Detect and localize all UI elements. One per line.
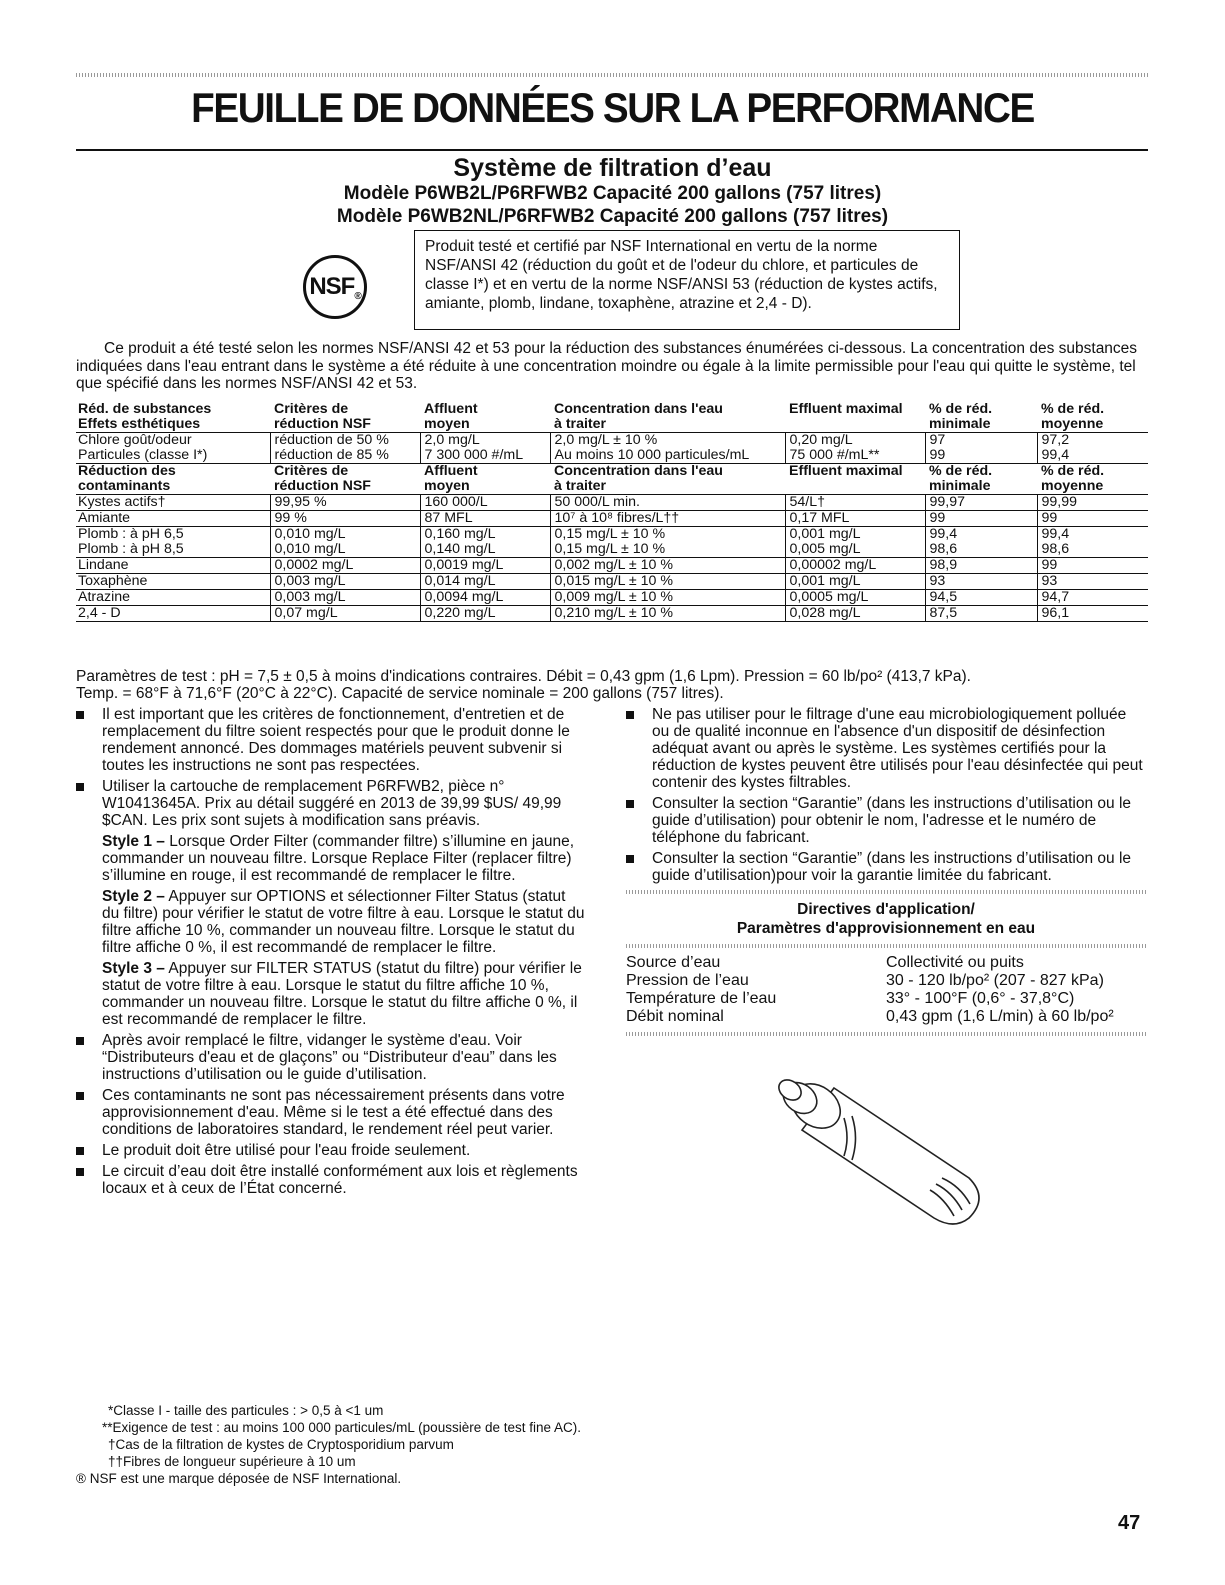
bullet-flush-system: Après avoir remplacé le filtre, vidanger le système d'eau. Voir “Distributeurs d'eau et de glaçons” ou “Distributeur d'eau” dans les instructions d’utilisation ou le guide d’utilisation. bbox=[76, 1032, 586, 1083]
test-parameters-line-1: Paramètres de test : pH = 7,5 ± 0,5 à moins d'indications contraires. Débit = 0,43 gpm (1,6 Lpm). Pression = 60 lb/po² (413,7 kPa). bbox=[76, 668, 971, 685]
table-header-cell bbox=[1037, 464, 1148, 495]
system-heading: Système de filtration d’eau bbox=[453, 154, 772, 182]
footnote-fibers: ††Fibres de longueur supérieure à 10 um bbox=[108, 1454, 356, 1469]
style-1-instructions bbox=[76, 833, 586, 884]
directives-table bbox=[626, 954, 1146, 1026]
table-header-cell bbox=[785, 464, 925, 495]
header-line: Effets esthétiques bbox=[78, 416, 201, 432]
cell-line: 0,160 mg/L bbox=[424, 526, 496, 542]
cell-line: 2,0 mg/L ± 10 % bbox=[554, 432, 658, 448]
certification-box: Produit testé et certifié par NSF International en vertu de la norme NSF/ANSI 42 (réduction du goût et de l'odeur du chlore, et particules de classe I*) et en vertu de la norme NSF/ANSI 53 (réduction de kystes actifs, amiante, plomb, lindane, toxaphène, atrazine et 2,4 - D). bbox=[414, 230, 960, 330]
page-title: FEUILLE DE DONNÉES SUR LA PERFORMANCE bbox=[191, 84, 1034, 131]
cell-line: 75 000 #/mL** bbox=[789, 447, 880, 463]
cell-line: 160 000/L bbox=[424, 494, 488, 510]
cell-line: Amiante bbox=[78, 510, 131, 526]
cell-line: 0,001 mg/L bbox=[789, 526, 861, 542]
table-row bbox=[76, 558, 1148, 574]
intro-paragraph: Ce produit a été testé selon les normes NSF/ANSI 42 et 53 pour la réduction des substances énumérées ci-dessous. La concentration des substances indiquées dans l'eau entrant dans le système a été réduite à une concentration moindre ou égale à la limite permissible pour l'eau qui quitte le système, tel que spécifié dans les normes NSF/ANSI 42 et 53. bbox=[76, 340, 1138, 392]
table-cell bbox=[1037, 495, 1148, 511]
cell-line: 0,014 mg/L bbox=[424, 573, 496, 589]
table-cell bbox=[925, 574, 1037, 590]
table-cell bbox=[270, 527, 420, 558]
header-line: réduction NSF bbox=[274, 478, 371, 494]
table-cell bbox=[1037, 558, 1148, 574]
table-cell bbox=[550, 574, 785, 590]
directives-row bbox=[626, 1008, 1146, 1026]
header-line: moyenne bbox=[1041, 416, 1104, 432]
table-cell bbox=[785, 590, 925, 606]
header-line: % de réd. bbox=[1041, 402, 1105, 417]
header-line: Réduction des bbox=[78, 463, 176, 479]
cell-line: Chlore goût/odeur bbox=[78, 432, 192, 448]
bullet-maintenance: Il est important que les critères de fonctionnement, d'entretien et de remplacement du filtre soient respectés pour que le produit donne le rendement annoncé. Des dommages matériels peuvent subvenir si toutes les instructions ne sont pas respectées. bbox=[76, 706, 586, 774]
table-cell bbox=[550, 590, 785, 606]
cell-line: 99,4 bbox=[1041, 447, 1070, 463]
table-cell bbox=[925, 511, 1037, 527]
directive-label: Température de l’eau bbox=[626, 990, 777, 1007]
cell-line: 0,0019 mg/L bbox=[424, 557, 504, 573]
cell-line: Plomb : à pH 6,5 bbox=[78, 526, 184, 542]
table-cell bbox=[270, 590, 420, 606]
bullet-installation-laws: Le circuit d’eau doit être installé conformément aux lois et règlements locaux et à ceux de l’État concerné. bbox=[76, 1163, 586, 1197]
cell-line: Toxaphène bbox=[78, 573, 148, 589]
header-line: % de réd. bbox=[1041, 463, 1105, 479]
table-cell bbox=[420, 574, 550, 590]
table-cell bbox=[270, 511, 420, 527]
cell-line: 98,6 bbox=[1041, 541, 1070, 557]
table-cell bbox=[76, 433, 270, 464]
table-row bbox=[76, 511, 1148, 527]
cell-line: 0,00002 mg/L bbox=[789, 557, 877, 573]
table-cell bbox=[76, 574, 270, 590]
table-cell bbox=[925, 433, 1037, 464]
cell-line: 0,005 mg/L bbox=[789, 541, 861, 557]
directive-value: 0,43 gpm (1,6 L/min) à 60 lb/po² bbox=[886, 1008, 1114, 1025]
test-parameters-line-2: Temp. = 68°F à 71,6°F (20°C à 22°C). Capacité de service nominale = 200 gallons (757 litres). bbox=[76, 685, 724, 702]
table-header-cell bbox=[550, 464, 785, 495]
style-2-instructions bbox=[76, 888, 586, 956]
table-header-cell bbox=[270, 402, 420, 433]
table-cell bbox=[1037, 527, 1148, 558]
header-line bbox=[789, 479, 921, 494]
table-cell bbox=[925, 495, 1037, 511]
cell-line: 0,003 mg/L bbox=[274, 589, 346, 605]
table-cell bbox=[270, 495, 420, 511]
table-cell bbox=[76, 495, 270, 511]
cell-line: 0,028 mg/L bbox=[789, 605, 861, 621]
cell-line: 0,001 mg/L bbox=[789, 573, 861, 589]
model-line-2: Modèle P6WB2NL/P6RFWB2 Capacité 200 gallons (757 litres) bbox=[336, 206, 889, 227]
table-header-cell bbox=[785, 402, 925, 433]
table-cell bbox=[270, 606, 420, 622]
header-line: Critères de bbox=[274, 463, 349, 479]
footnote-test-requirement: **Exigence de test : au moins 100 000 particules/mL (poussière de test fine AC). bbox=[102, 1420, 582, 1435]
cell-line: 0,0094 mg/L bbox=[424, 589, 504, 605]
table-cell bbox=[925, 558, 1037, 574]
directive-label: Pression de l’eau bbox=[626, 972, 749, 989]
cell-line: 0,15 mg/L ± 10 % bbox=[554, 541, 666, 557]
directives-top-rule bbox=[626, 890, 1146, 894]
table-header-cell bbox=[420, 402, 550, 433]
header-line: Effluent maximal bbox=[789, 402, 903, 417]
table-cell bbox=[420, 558, 550, 574]
table-cell bbox=[420, 495, 550, 511]
table-header-cell bbox=[270, 464, 420, 495]
cell-line: 0,009 mg/L ± 10 % bbox=[554, 589, 673, 605]
cell-line: 2,4 - D bbox=[78, 605, 121, 621]
footnote-cysts: †Cas de la filtration de kystes de Cryptosporidium parvum bbox=[108, 1437, 454, 1452]
table-cell bbox=[785, 606, 925, 622]
table-cell bbox=[76, 511, 270, 527]
right-column bbox=[626, 706, 1146, 1042]
cell-line: 0,010 mg/L bbox=[274, 541, 346, 557]
table-cell bbox=[785, 511, 925, 527]
directives-title-1: Directives d'application/ bbox=[797, 901, 975, 918]
cell-line: 54/L† bbox=[789, 494, 826, 510]
header-line: moyenne bbox=[1041, 478, 1104, 494]
header-line: à traiter bbox=[554, 478, 607, 494]
table-header-cell bbox=[76, 402, 270, 433]
table-cell bbox=[420, 511, 550, 527]
header-line: moyen bbox=[424, 478, 470, 494]
header-line: minimale bbox=[929, 478, 991, 494]
directives-row bbox=[626, 990, 1146, 1008]
cell-line: 99 bbox=[929, 510, 946, 526]
bullet-replacement-cartridge: Utiliser la cartouche de remplacement P6RFWB2, pièce n° W10413645A. Prix au détail suggéré en 2013 de 39,99 $US/ 49,99 $CAN. Les prix sont sujets à modification sans préavis. bbox=[76, 778, 586, 829]
cell-line: 0,0005 mg/L bbox=[789, 589, 869, 605]
title-rule bbox=[76, 149, 1148, 151]
table-row bbox=[76, 495, 1148, 511]
table-row bbox=[76, 574, 1148, 590]
directive-label: Débit nominal bbox=[626, 1008, 724, 1025]
directive-value: 30 - 120 lb/po² (207 - 827 kPa) bbox=[886, 972, 1104, 989]
style-3-text: Appuyer sur FILTER STATUS (statut du filtre) pour vérifier le statut de votre filtre à eau. Lorsque le statut du filtre affiche 10 %, commander un nouveau filtre. Lorsque le statut du filtre affiche 0 %, il est recommandé de remplacer le filtre. bbox=[102, 960, 582, 1028]
style-3-instructions bbox=[76, 960, 586, 1028]
table-header-cell bbox=[925, 402, 1037, 433]
table-cell bbox=[550, 527, 785, 558]
directives-mid-rule bbox=[626, 944, 1146, 948]
header-line: Critères de bbox=[274, 402, 349, 417]
footnote-trademark: ® NSF est une marque déposée de NSF International. bbox=[76, 1471, 402, 1486]
table-cell bbox=[925, 606, 1037, 622]
cell-line: 2,0 mg/L bbox=[424, 432, 480, 448]
table-cell bbox=[925, 590, 1037, 606]
header-line: Réd. de substances bbox=[78, 402, 212, 417]
header-line: réduction NSF bbox=[274, 416, 371, 432]
style-1-label: Style 1 – bbox=[102, 833, 165, 850]
cell-line: 0,17 MFL bbox=[789, 510, 850, 526]
cell-line: 99 % bbox=[274, 510, 307, 526]
nsf-logo: NSF ® bbox=[303, 255, 367, 319]
directives-row bbox=[626, 972, 1146, 990]
cell-line: 7 300 000 #/mL bbox=[424, 447, 524, 463]
table-cell bbox=[550, 606, 785, 622]
cell-line: 0,010 mg/L bbox=[274, 526, 346, 542]
table-header-row bbox=[76, 402, 1148, 433]
header-line: Effluent maximal bbox=[789, 463, 903, 479]
directive-label: Source d’eau bbox=[626, 954, 721, 971]
table-cell bbox=[550, 511, 785, 527]
cell-line: 94,5 bbox=[929, 589, 958, 605]
cell-line: 10⁷ à 10⁸ fibres/L†† bbox=[554, 510, 680, 526]
table-header-cell bbox=[1037, 402, 1148, 433]
table-cell bbox=[1037, 433, 1148, 464]
cell-line: 98,6 bbox=[929, 541, 958, 557]
cell-line: 94,7 bbox=[1041, 589, 1070, 605]
header-line: moyen bbox=[424, 416, 470, 432]
model-line-1: Modèle P6WB2L/P6RFWB2 Capacité 200 gallons (757 litres) bbox=[343, 183, 882, 204]
table-row bbox=[76, 590, 1148, 606]
table-cell bbox=[1037, 606, 1148, 622]
table-cell bbox=[270, 558, 420, 574]
page-number: 47 bbox=[1118, 1512, 1141, 1534]
header-line: à traiter bbox=[554, 416, 607, 432]
cell-line: 87,5 bbox=[929, 605, 958, 621]
cell-line: Atrazine bbox=[78, 589, 131, 605]
header-line: % de réd. bbox=[929, 402, 993, 417]
table-row bbox=[76, 606, 1148, 622]
table-header-cell bbox=[925, 464, 1037, 495]
cell-line: 99 bbox=[1041, 557, 1058, 573]
table-cell bbox=[76, 558, 270, 574]
cell-line: 0,20 mg/L bbox=[789, 432, 853, 448]
table-header-cell bbox=[420, 464, 550, 495]
table-cell bbox=[1037, 574, 1148, 590]
bullet-warranty-limited: Consulter la section “Garantie” (dans les instructions d’utilisation ou le guide d’utilisation)pour voir la garantie limitée du fabricant. bbox=[626, 850, 1146, 884]
table-cell bbox=[785, 574, 925, 590]
header-line: Affluent bbox=[424, 402, 478, 417]
cell-line: 99 bbox=[929, 447, 946, 463]
test-parameters bbox=[76, 668, 1148, 702]
cell-line: 0,003 mg/L bbox=[274, 573, 346, 589]
left-column bbox=[76, 706, 586, 1201]
footnotes bbox=[76, 1402, 581, 1487]
header-line: Concentration dans l'eau bbox=[554, 402, 723, 417]
top-dotted-rule bbox=[76, 73, 1148, 77]
cell-line: Kystes actifs† bbox=[78, 494, 166, 510]
table-cell bbox=[550, 495, 785, 511]
table-cell bbox=[550, 558, 785, 574]
table-cell bbox=[1037, 590, 1148, 606]
cell-line: 87 MFL bbox=[424, 510, 473, 526]
style-2-label: Style 2 – bbox=[102, 888, 165, 905]
cell-line: réduction de 50 % bbox=[274, 432, 389, 448]
table-cell bbox=[785, 558, 925, 574]
cell-line: Lindane bbox=[78, 557, 129, 573]
cell-line: 99 bbox=[1041, 510, 1058, 526]
table-header-cell bbox=[76, 464, 270, 495]
performance-table bbox=[76, 402, 1148, 622]
cell-line: 99,97 bbox=[929, 494, 966, 510]
directive-value: Collectivité ou puits bbox=[886, 954, 1024, 971]
cell-line: réduction de 85 % bbox=[274, 447, 389, 463]
table-cell bbox=[785, 527, 925, 558]
style-1-text: Lorsque Order Filter (commander filtre) s’illumine en jaune, commander un nouveau filtre. Lorsque Replace Filter (replacer filtre) s’illumine en rouge, il est recommandé de remplacer le filtre. bbox=[102, 833, 575, 884]
cell-line: 0,0002 mg/L bbox=[274, 557, 354, 573]
directives-bottom-rule bbox=[626, 1032, 1146, 1036]
cell-line: 99,4 bbox=[929, 526, 958, 542]
table-cell bbox=[420, 433, 550, 464]
cell-line: 99,4 bbox=[1041, 526, 1070, 542]
table-row bbox=[76, 433, 1148, 464]
table-cell bbox=[785, 433, 925, 464]
cell-line: 0,220 mg/L bbox=[424, 605, 496, 621]
table-cell bbox=[925, 527, 1037, 558]
bullet-microbiological: Ne pas utiliser pour le filtrage d'une eau microbiologiquement polluée ou de qualité inconnue en l'absence d'un dispositif de désinfection adéquat avant ou après le système. Les systèmes certifiés pour la réduction de kystes peuvent être utilisés pour l'eau désinfectée qui peut contenir des kystes filtrables. bbox=[626, 706, 1146, 791]
table-header-cell bbox=[550, 402, 785, 433]
table-cell bbox=[76, 590, 270, 606]
footnote-class-i: *Classe I - taille des particules : > 0,5 à <1 um bbox=[108, 1403, 384, 1418]
cell-line: 93 bbox=[929, 573, 946, 589]
cell-line: Au moins 10 000 particules/mL bbox=[554, 447, 750, 463]
table-cell bbox=[420, 606, 550, 622]
cell-line: 50 000/L min. bbox=[554, 494, 640, 510]
cell-line: 0,140 mg/L bbox=[424, 541, 496, 557]
cell-line: Particules (classe I*) bbox=[78, 447, 208, 463]
header-line: % de réd. bbox=[929, 463, 993, 479]
cell-line: 0,015 mg/L ± 10 % bbox=[554, 573, 673, 589]
bullet-cold-water: Le produit doit être utilisé pour l'eau froide seulement. bbox=[76, 1142, 586, 1159]
table-cell bbox=[270, 433, 420, 464]
table-cell bbox=[785, 495, 925, 511]
directives-title-2: Paramètres d'approvisionnement en eau bbox=[736, 920, 1036, 937]
table-cell bbox=[420, 590, 550, 606]
cell-line: 97,2 bbox=[1041, 432, 1070, 448]
header-line: minimale bbox=[929, 416, 991, 432]
header-line: contaminants bbox=[78, 478, 171, 494]
cell-line: 99,99 bbox=[1041, 494, 1078, 510]
cell-line: 96,1 bbox=[1041, 605, 1070, 621]
cell-line: 93 bbox=[1041, 573, 1058, 589]
header-line bbox=[789, 417, 921, 432]
header-line: Affluent bbox=[424, 463, 478, 479]
style-3-label: Style 3 – bbox=[102, 960, 165, 977]
cell-line: Plomb : à pH 8,5 bbox=[78, 541, 184, 557]
style-2-text: Appuyer sur OPTIONS et sélectionner Filter Status (statut du filtre) pour vérifier le statut de votre filtre à eau. Lorsque le statut du filtre affiche 10 %, commander un nouveau filtre. Lorsque le statut du filtre affiche 0 %, il est recommandé de remplacer le filtre. bbox=[102, 888, 585, 956]
cell-line: 0,210 mg/L ± 10 % bbox=[554, 605, 673, 621]
table-cell bbox=[1037, 511, 1148, 527]
bullet-warranty-contact: Consulter la section “Garantie” (dans les instructions d’utilisation ou le guide d’utilisation) pour obtenir le nom, l'adresse et le numéro de téléphone du fabricant. bbox=[626, 795, 1146, 846]
cell-line: 98,9 bbox=[929, 557, 958, 573]
cell-line: 0,002 mg/L ± 10 % bbox=[554, 557, 673, 573]
cell-line: 97 bbox=[929, 432, 946, 448]
cell-line: 0,15 mg/L ± 10 % bbox=[554, 526, 666, 542]
table-cell bbox=[420, 527, 550, 558]
directives-row bbox=[626, 954, 1146, 972]
directive-value: 33° - 100°F (0,6° - 37,8°C) bbox=[886, 990, 1075, 1007]
filter-cartridge-illustration bbox=[764, 1058, 1004, 1238]
cell-line: 99,95 % bbox=[274, 494, 327, 510]
table-cell bbox=[76, 606, 270, 622]
table-row bbox=[76, 527, 1148, 558]
table-header-row bbox=[76, 464, 1148, 495]
header-line: Concentration dans l'eau bbox=[554, 463, 723, 479]
table-cell bbox=[270, 574, 420, 590]
table-cell bbox=[550, 433, 785, 464]
bullet-contaminants-note: Ces contaminants ne sont pas nécessairement présents dans votre approvisionnement d'eau. Même si le test a été effectué dans des conditions de laboratoires standard, le rendement réel peut varier. bbox=[76, 1087, 586, 1138]
table-cell bbox=[76, 527, 270, 558]
cell-line: 0,07 mg/L bbox=[274, 605, 338, 621]
